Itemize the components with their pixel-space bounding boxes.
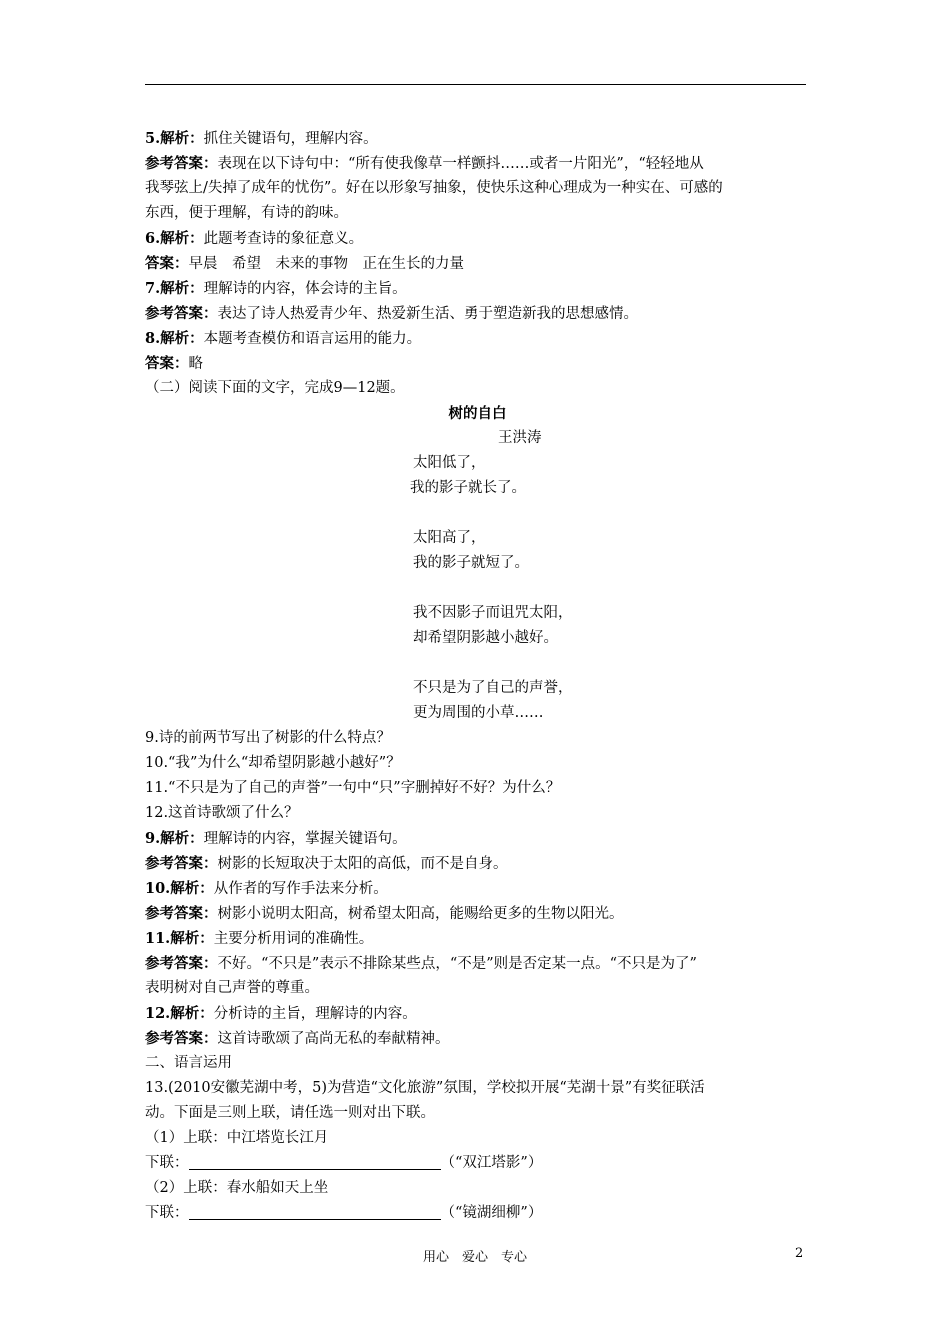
- text-line: （1）上联：中江塔览长江月: [145, 1130, 329, 1146]
- poem-line: 我不因影子而诅咒太阳，: [413, 605, 573, 621]
- text-line: 11.解析：主要分析用词的准确性。: [145, 930, 374, 947]
- text-line: 7.解析：理解诗的内容，体会诗的主旨。: [145, 280, 407, 297]
- text-line: 参考答案：表达了诗人热爱青少年、热爱新生活、勇于塑造新我的思想感情。: [145, 305, 638, 322]
- text-line: 9.解析：理解诗的内容，掌握关键语句。: [145, 830, 407, 847]
- text-line: 动。下面是三则上联，请任选一则对出下联。: [145, 1105, 435, 1121]
- text-line: 参考答案：树影的长短取决于太阳的高低，而不是自身。: [145, 855, 508, 872]
- text-line: 10.“我”为什么“却希望阴影越小越好”？: [145, 755, 401, 771]
- section-heading: 二、语言运用: [145, 1055, 232, 1071]
- text-line: 答案：略: [145, 355, 203, 372]
- poem-line: 我的影子就长了。: [410, 480, 526, 496]
- text-line: 参考答案：不好。“不只是”表示不排除某些点，“不是”则是否定某一点。“不只是为了”: [145, 955, 697, 972]
- footer-motto: 用心 爱心 专心: [422, 1250, 527, 1265]
- poem-line: 却希望阴影越小越好。: [413, 630, 558, 646]
- poem: [145, 401, 810, 726]
- text-line: 10.解析：从作者的写作手法来分析。: [145, 880, 388, 897]
- text-line: 东西，便于理解，有诗的韵味。: [145, 205, 348, 221]
- text-line: 12.这首诗歌颂了什么？: [145, 805, 299, 821]
- text-line: 参考答案：这首诗歌颂了高尚无私的奉献精神。: [145, 1030, 450, 1047]
- text-line: 9.诗的前两节写出了树影的什么特点？: [145, 730, 391, 746]
- poem-line: 我的影子就短了。: [413, 555, 529, 571]
- question-block-9-13: [145, 726, 810, 1226]
- text-line: 6.解析：此题考查诗的象征意义。: [145, 230, 364, 247]
- header-rule: [145, 84, 806, 85]
- poem-line: 更为周围的小草……: [413, 705, 544, 721]
- poem-author: 王洪涛: [498, 430, 542, 446]
- document-body: [145, 126, 810, 1226]
- text-line: 8.解析：本题考查模仿和语言运用的能力。: [145, 330, 422, 347]
- text-line: 表明树对自己声誉的尊重。: [145, 980, 319, 996]
- answer-block-5-8: [145, 126, 810, 401]
- poem-line: 不只是为了自己的声誉，: [413, 680, 573, 696]
- couplet-answer-line: 下联： （“双江塔影”）: [145, 1155, 543, 1171]
- text-line: 11.“不只是为了自己的声誉”一句中“只”字删掉好不好？为什么？: [145, 780, 561, 796]
- poem-line: [145, 576, 810, 601]
- text-line: 我琴弦上/失掉了成年的忧伤”。好在以形象写抽象，使快乐这种心理成为一种实在、可感的: [145, 180, 723, 196]
- text-line: 参考答案：表现在以下诗句中：“所有使我像草一样颤抖……或者一片阳光”，“轻轻地从: [145, 155, 704, 172]
- poem-line: 太阳低了，: [413, 455, 486, 471]
- answer-blank[interactable]: [189, 1203, 441, 1220]
- text-line: 13.(2010安徽芜湖中考，5)为营造“文化旅游”氛围，学校拟开展“芜湖十景”有奖征联活: [145, 1080, 705, 1096]
- text-line: 参考答案：树影小说明太阳高，树希望太阳高，能赐给更多的生物以阳光。: [145, 905, 624, 922]
- text-line: 12.解析：分析诗的主旨，理解诗的内容。: [145, 1005, 417, 1022]
- poem-line: 太阳高了，: [413, 530, 486, 546]
- text-line: 5.解析：抓住关键语句，理解内容。: [145, 130, 378, 147]
- poem-line: [145, 501, 810, 526]
- couplet-answer-line: 下联： （“镜湖细柳”）: [145, 1205, 543, 1221]
- text-line: （2）上联：春水船如天上坐: [145, 1180, 329, 1196]
- page-number: 2: [795, 1246, 804, 1261]
- poem-title: 树的自白: [448, 405, 507, 422]
- section-heading: （二）阅读下面的文字，完成9—12题。: [145, 380, 405, 396]
- poem-line: [145, 651, 810, 676]
- text-line: 答案：早晨 希望 未来的事物 正在生长的力量: [145, 255, 464, 272]
- answer-blank[interactable]: [189, 1153, 441, 1170]
